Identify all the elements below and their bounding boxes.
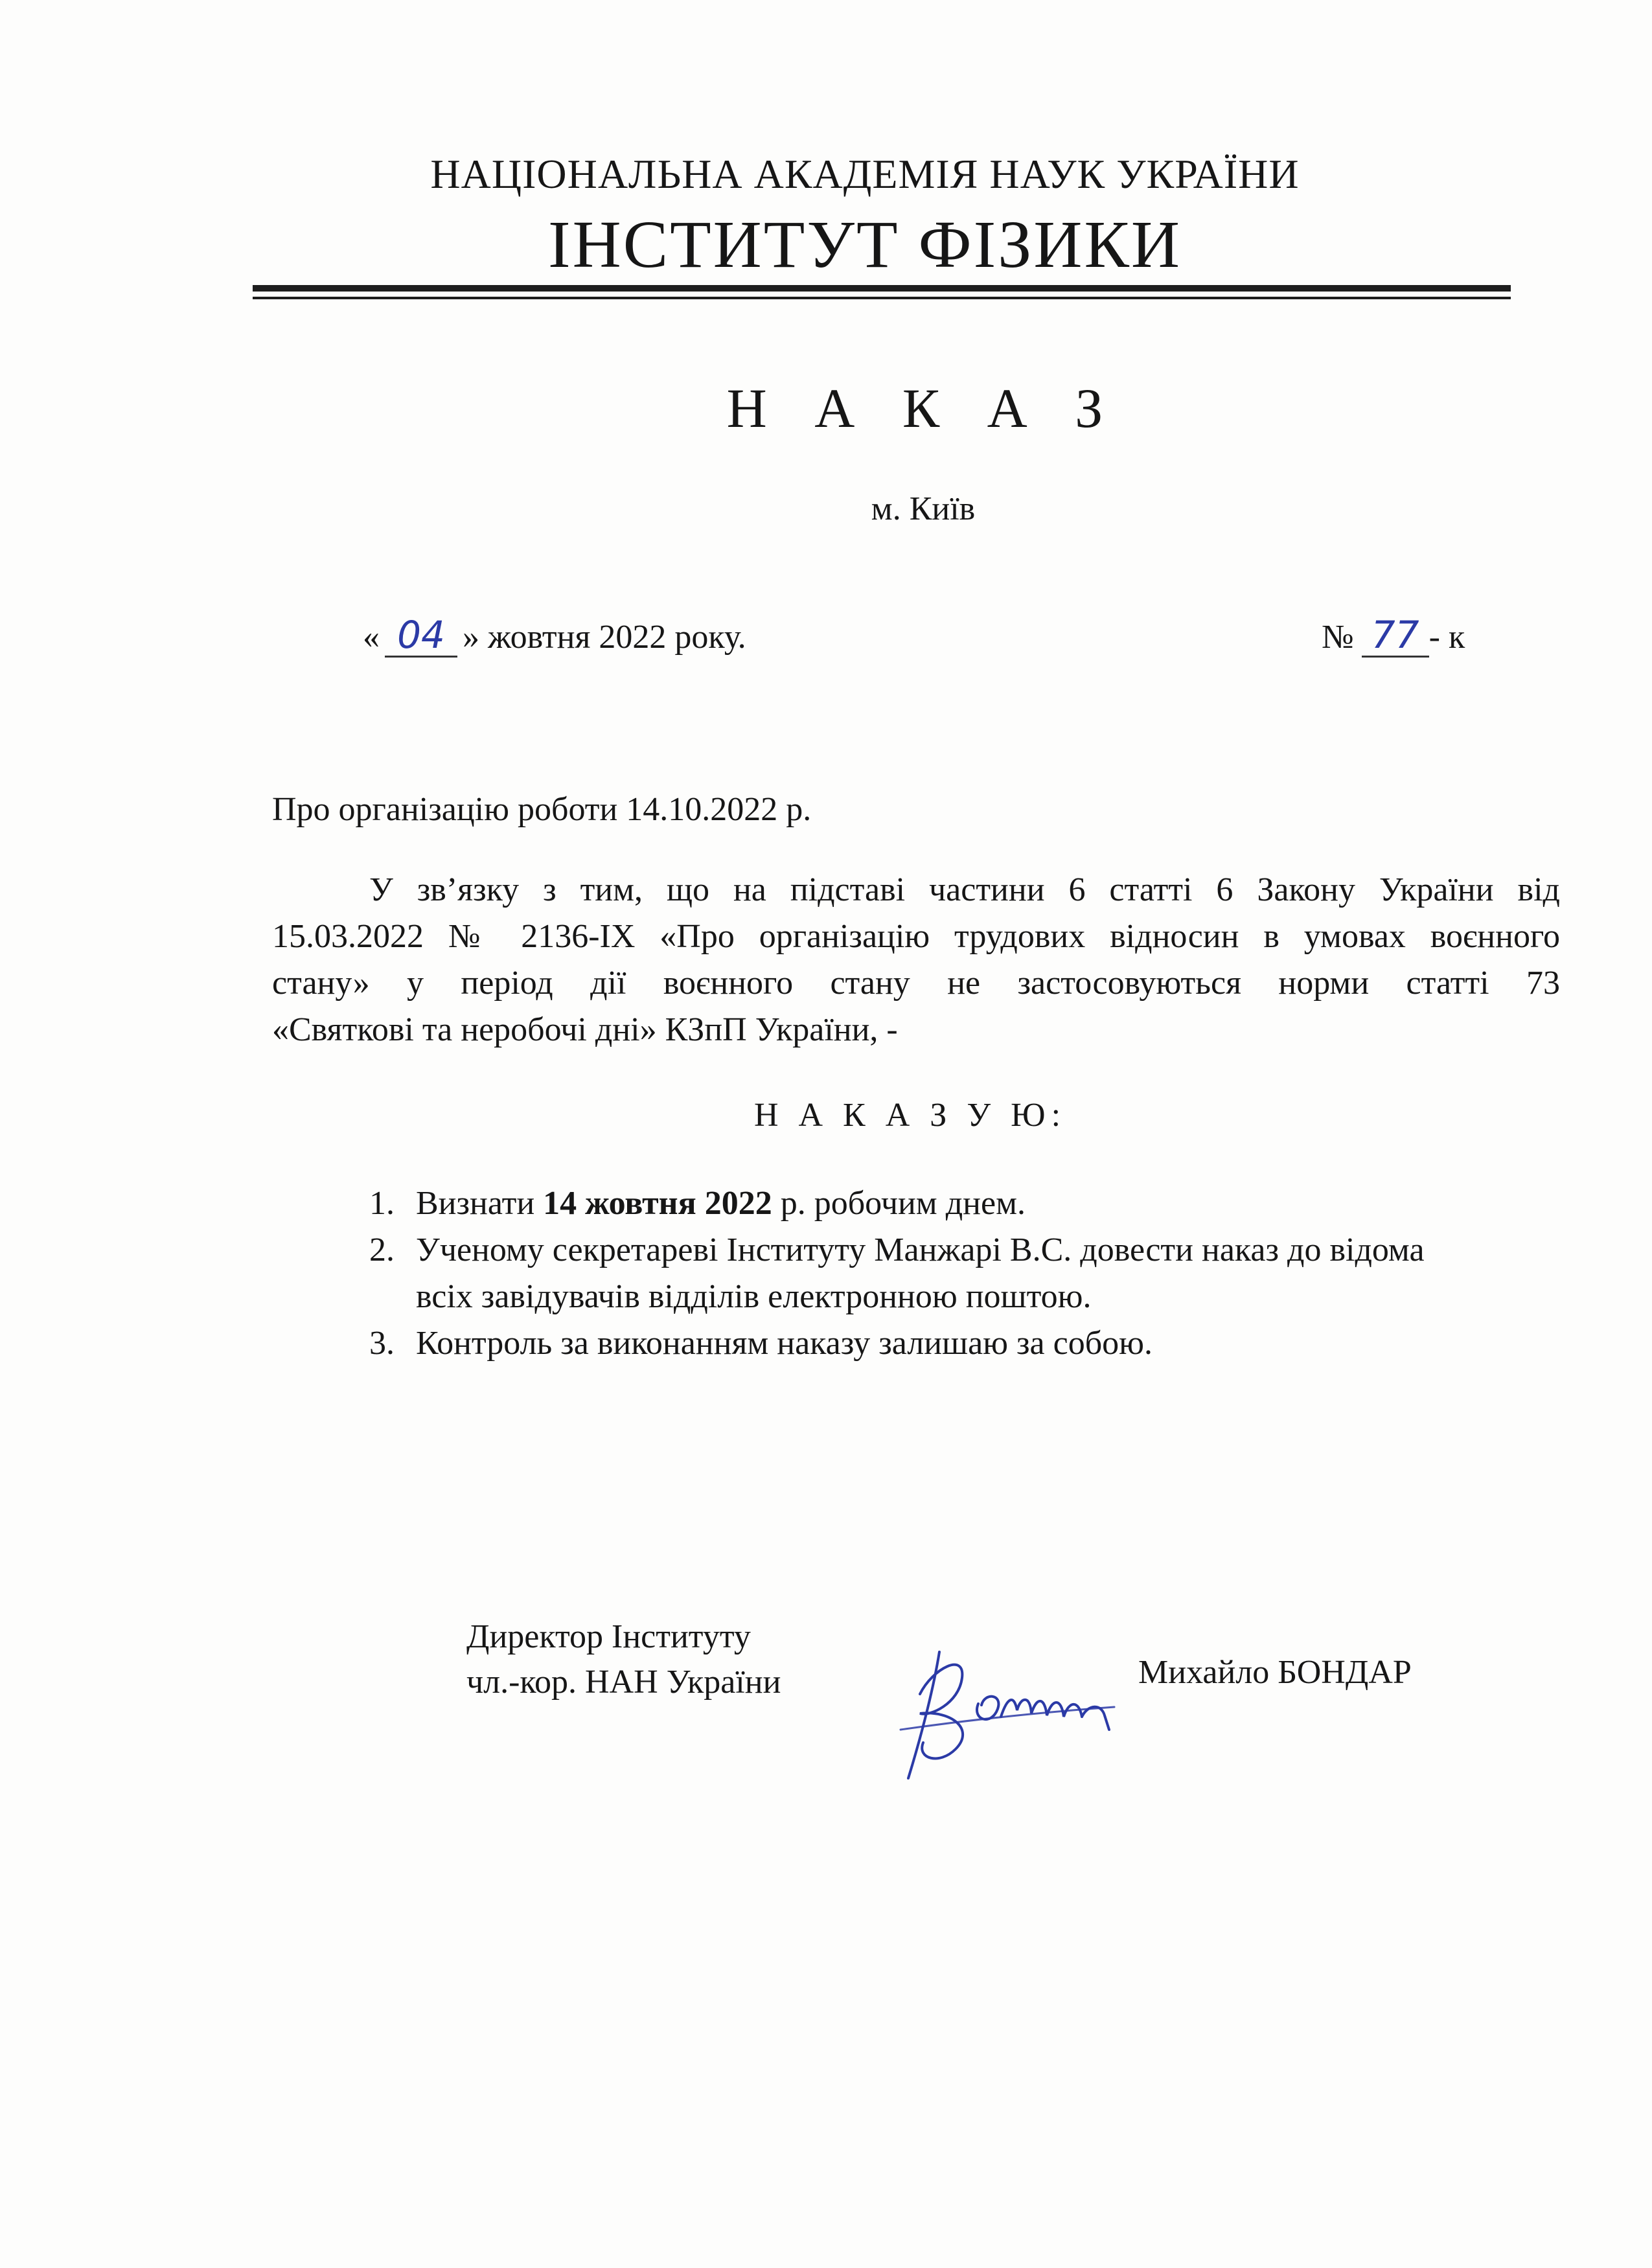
- order-items: [369, 1180, 1568, 1367]
- date-day-field: [385, 613, 457, 658]
- order-date: [363, 613, 746, 658]
- order-number: [1322, 613, 1465, 658]
- institute-name: ІНСТИТУТ ФІЗИКИ: [548, 207, 1182, 282]
- signatory-name: Михайло БОНДАР: [1138, 1654, 1412, 1691]
- item-text: Контроль за виконанням наказу залишаю за собою.: [416, 1325, 1153, 1362]
- document-title: Н А К А З: [726, 377, 1120, 439]
- item-text-line: всіх завідувачів відділів електронною поштою.: [416, 1278, 1092, 1315]
- item-number: 3.: [369, 1325, 395, 1362]
- date-rest: » жовтня 2022 року.: [463, 619, 746, 656]
- number-handwritten: 77: [1371, 613, 1419, 657]
- list-item: [369, 1227, 1568, 1320]
- city: м. Київ: [871, 490, 976, 527]
- item-number: 2.: [369, 1231, 395, 1268]
- item-text-part: р. робочим днем.: [772, 1185, 1026, 1222]
- item-text-line: Ученому секретареві Інституту Манжарі В.С. довести наказ до відома: [416, 1231, 1425, 1268]
- date-open-quote: «: [363, 619, 380, 656]
- list-item: [369, 1180, 1568, 1227]
- preamble-paragraph: [272, 867, 1560, 1053]
- number-prefix: №: [1322, 619, 1354, 656]
- date-day-handwritten: 04: [397, 613, 445, 657]
- order-subject: Про організацію роботи 14.10.2022 р.: [272, 791, 812, 828]
- item-bold-date: 14 жовтня 2022: [543, 1185, 772, 1222]
- preamble-line: стану» у період дії воєнного стану не застосовуються норми статті 73: [272, 965, 1560, 1002]
- item-text-part: Визнати: [416, 1185, 544, 1222]
- number-field: [1362, 613, 1429, 658]
- handwritten-signature: [894, 1632, 1140, 1791]
- signatory-title: [466, 1614, 781, 1705]
- signatory-title-line: чл.-кор. НАН України: [466, 1664, 781, 1701]
- number-suffix: - к: [1428, 619, 1465, 656]
- header-rule-thin: [253, 297, 1511, 299]
- item-text: [416, 1180, 1568, 1227]
- preamble-line: У зв’язку з тим, що на підставі частини 6 статті 6 Закону України від: [369, 871, 1560, 908]
- preamble-line: 15.03.2022 № 2136-IX «Про організацію трудових відносин в умовах воєнного: [272, 918, 1560, 955]
- signatory-title-line: Директор Інституту: [466, 1618, 751, 1655]
- academy-name: НАЦІОНАЛЬНА АКАДЕМІЯ НАУК УКРАЇНИ: [430, 151, 1300, 197]
- order-word: Н А К А З У Ю:: [753, 1097, 1067, 1134]
- item-number: 1.: [369, 1185, 395, 1222]
- header-rule-thick: [253, 285, 1511, 292]
- list-item: [369, 1320, 1568, 1367]
- preamble-line: «Святкові та неробочі дні» КЗпП України, -: [272, 1011, 898, 1048]
